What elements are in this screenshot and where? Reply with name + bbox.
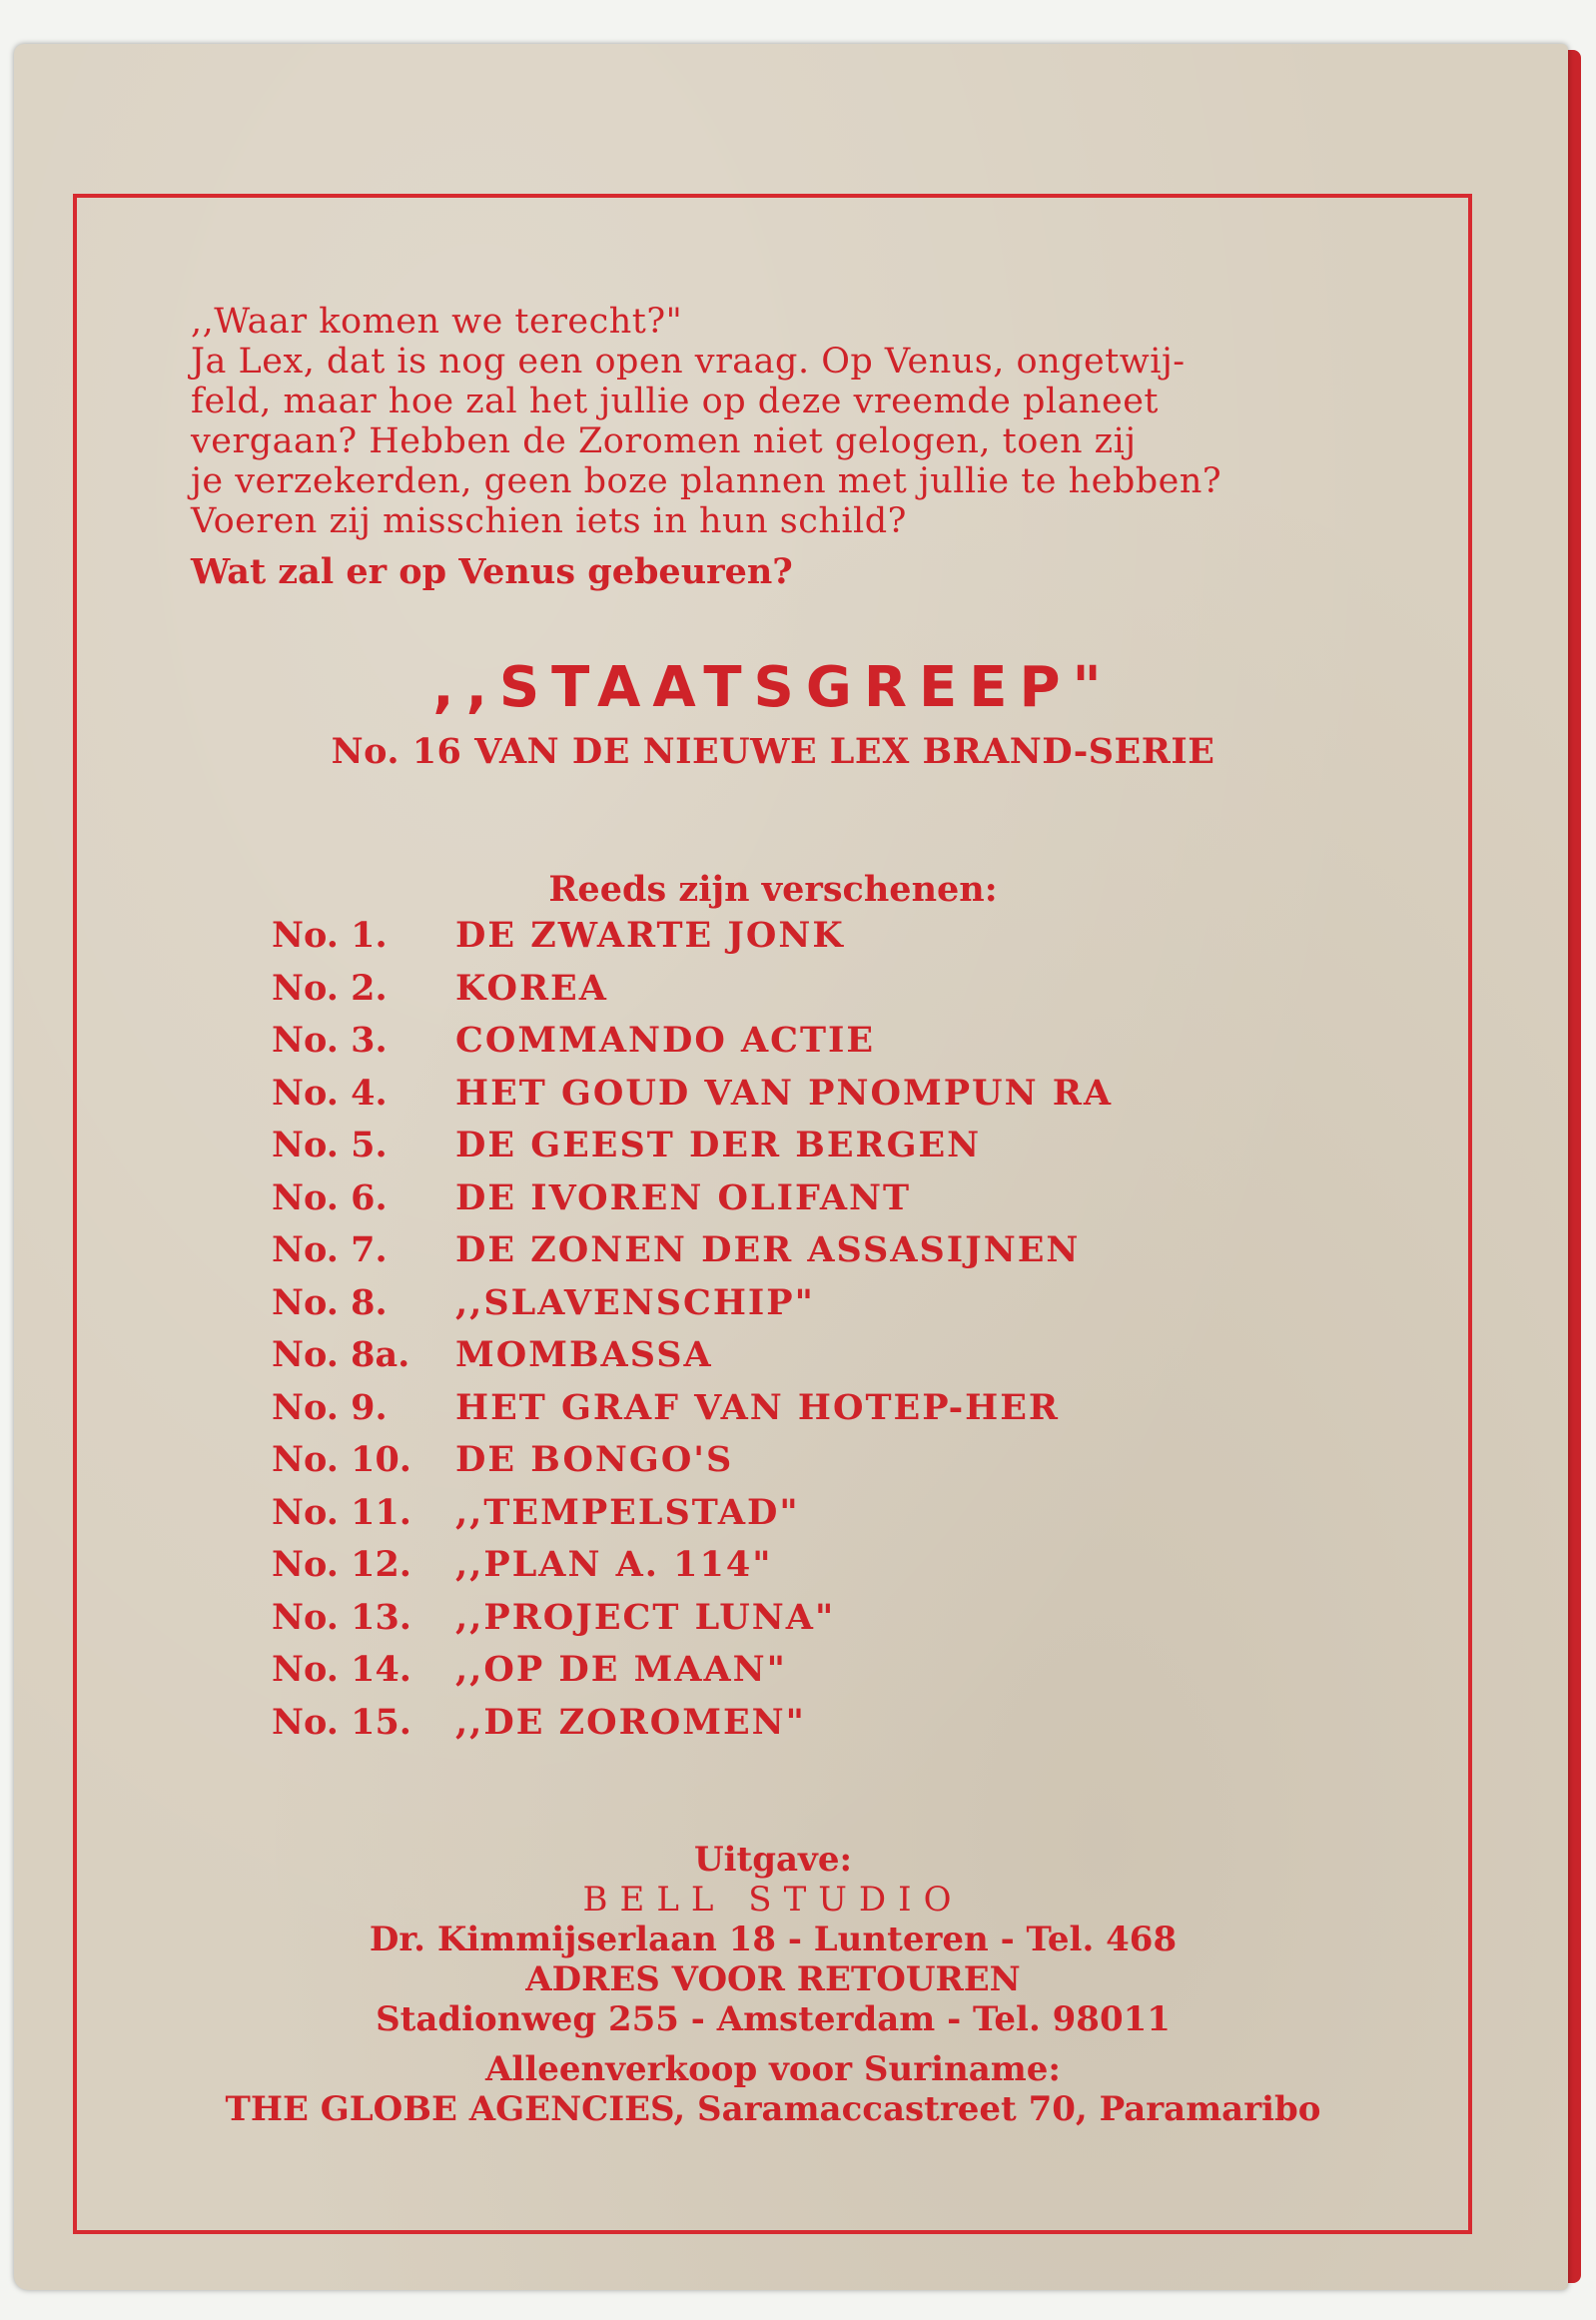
issue-row <box>272 1229 1320 1282</box>
intro-question: Wat zal er op Venus gebeuren? <box>191 551 793 592</box>
issue-number: No. 3. <box>272 1020 388 1061</box>
issue-title: ,,PLAN A. 114" <box>455 1544 773 1585</box>
issue-title: HET GRAF VAN HOTEP-HER <box>455 1386 1060 1428</box>
issue-number: No. 11. <box>272 1491 411 1533</box>
intro-line: ,,Waar komen we terecht?" <box>191 302 683 342</box>
issue-title: KOREA <box>455 967 608 1009</box>
issue-title: DE ZWARTE JONK <box>455 915 845 956</box>
issue-title: DE IVOREN OLIFANT <box>455 1176 912 1218</box>
publisher-block <box>14 1840 1532 2129</box>
issue-row <box>272 1492 1320 1545</box>
issue-number: No. 4. <box>272 1072 388 1114</box>
issue-number: No. 7. <box>272 1229 388 1270</box>
returns-address: Stadionweg 255 - Amsterdam - Tel. 98011 <box>376 1999 1171 2039</box>
intro-line: Voeren zij misschien iets in hun schild? <box>191 501 907 541</box>
issue-title: HET GOUD VAN PNOMPUN RA <box>455 1072 1113 1114</box>
issue-row <box>272 1177 1320 1230</box>
returns-label: ADRES VOOR RETOUREN <box>525 1959 1021 1999</box>
issue-title: ,,SLAVENSCHIP" <box>455 1281 815 1323</box>
issue-row <box>272 1702 1320 1755</box>
issue-number: No. 8a. <box>272 1334 410 1375</box>
issue-number: No. 2. <box>272 967 388 1009</box>
intro-line: vergaan? Hebben de Zoromen niet gelogen, toen zij <box>191 421 1137 461</box>
intro-line: je verzekerden, geen boze plannen met jullie te hebben? <box>191 461 1222 501</box>
issue-number: No. 6. <box>272 1176 388 1218</box>
publisher-label: Uitgave: <box>693 1840 852 1880</box>
issue-row <box>272 1073 1320 1126</box>
issue-title: MOMBASSA <box>455 1334 713 1375</box>
issue-row <box>272 1334 1320 1387</box>
issue-number: No. 10. <box>272 1439 411 1480</box>
issue-title: DE BONGO'S <box>455 1439 734 1480</box>
issue-row <box>272 1544 1320 1597</box>
issue-number: No. 1. <box>272 915 388 956</box>
issue-number: No. 5. <box>272 1125 388 1165</box>
issue-title: COMMANDO ACTIE <box>455 1020 876 1061</box>
intro-paragraph <box>191 302 1359 541</box>
publisher-address: Dr. Kimmijserlaan 18 - Lunteren - Tel. 468 <box>369 1920 1178 1959</box>
next-issue-title: ,,STAATSGREEP" <box>432 655 1114 720</box>
issue-title: ,,DE ZOROMEN" <box>455 1701 806 1743</box>
issue-row <box>272 1439 1320 1492</box>
issue-number: No. 14. <box>272 1649 411 1690</box>
issue-row <box>272 1597 1320 1650</box>
issue-title: ,,TEMPELSTAD" <box>455 1491 800 1533</box>
issue-number: No. 8. <box>272 1281 388 1323</box>
issue-title: ,,PROJECT LUNA" <box>455 1596 836 1638</box>
suriname-label: Alleenverkoop voor Suriname: <box>485 2049 1061 2089</box>
issue-row <box>272 968 1320 1021</box>
issue-row <box>272 1125 1320 1177</box>
issue-list <box>272 915 1320 1754</box>
issue-title: ,,OP DE MAAN" <box>455 1649 787 1690</box>
next-issue-subtitle: No. 16 VAN DE NIEUWE LEX BRAND-SERIE <box>331 731 1215 772</box>
issue-row <box>272 915 1320 968</box>
issue-row <box>272 1649 1320 1702</box>
intro-line: Ja Lex, dat is nog een open vraag. Op Venus, ongetwij- <box>191 342 1186 382</box>
issue-row <box>272 1282 1320 1335</box>
issue-number: No. 13. <box>272 1596 411 1638</box>
spacer <box>14 2039 1532 2049</box>
suriname-agent: THE GLOBE AGENCIES, Saramaccastreet 70, Paramaribo <box>225 2089 1321 2129</box>
issue-row <box>272 1387 1320 1440</box>
issue-row <box>272 1020 1320 1073</box>
issue-title: DE GEEST DER BERGEN <box>455 1125 982 1165</box>
issue-title: DE ZONEN DER ASSASIJNEN <box>455 1229 1081 1270</box>
intro-line: feld, maar hoe zal het jullie op deze vreemde planeet <box>191 382 1159 421</box>
issue-number: No. 15. <box>272 1701 411 1743</box>
issue-number: No. 9. <box>272 1386 388 1428</box>
publisher-name: BELL STUDIO <box>582 1880 964 1920</box>
published-list-heading: Reeds zijn verschenen: <box>548 869 998 910</box>
issue-number: No. 12. <box>272 1544 411 1585</box>
booklet-back-cover <box>14 44 1568 2290</box>
